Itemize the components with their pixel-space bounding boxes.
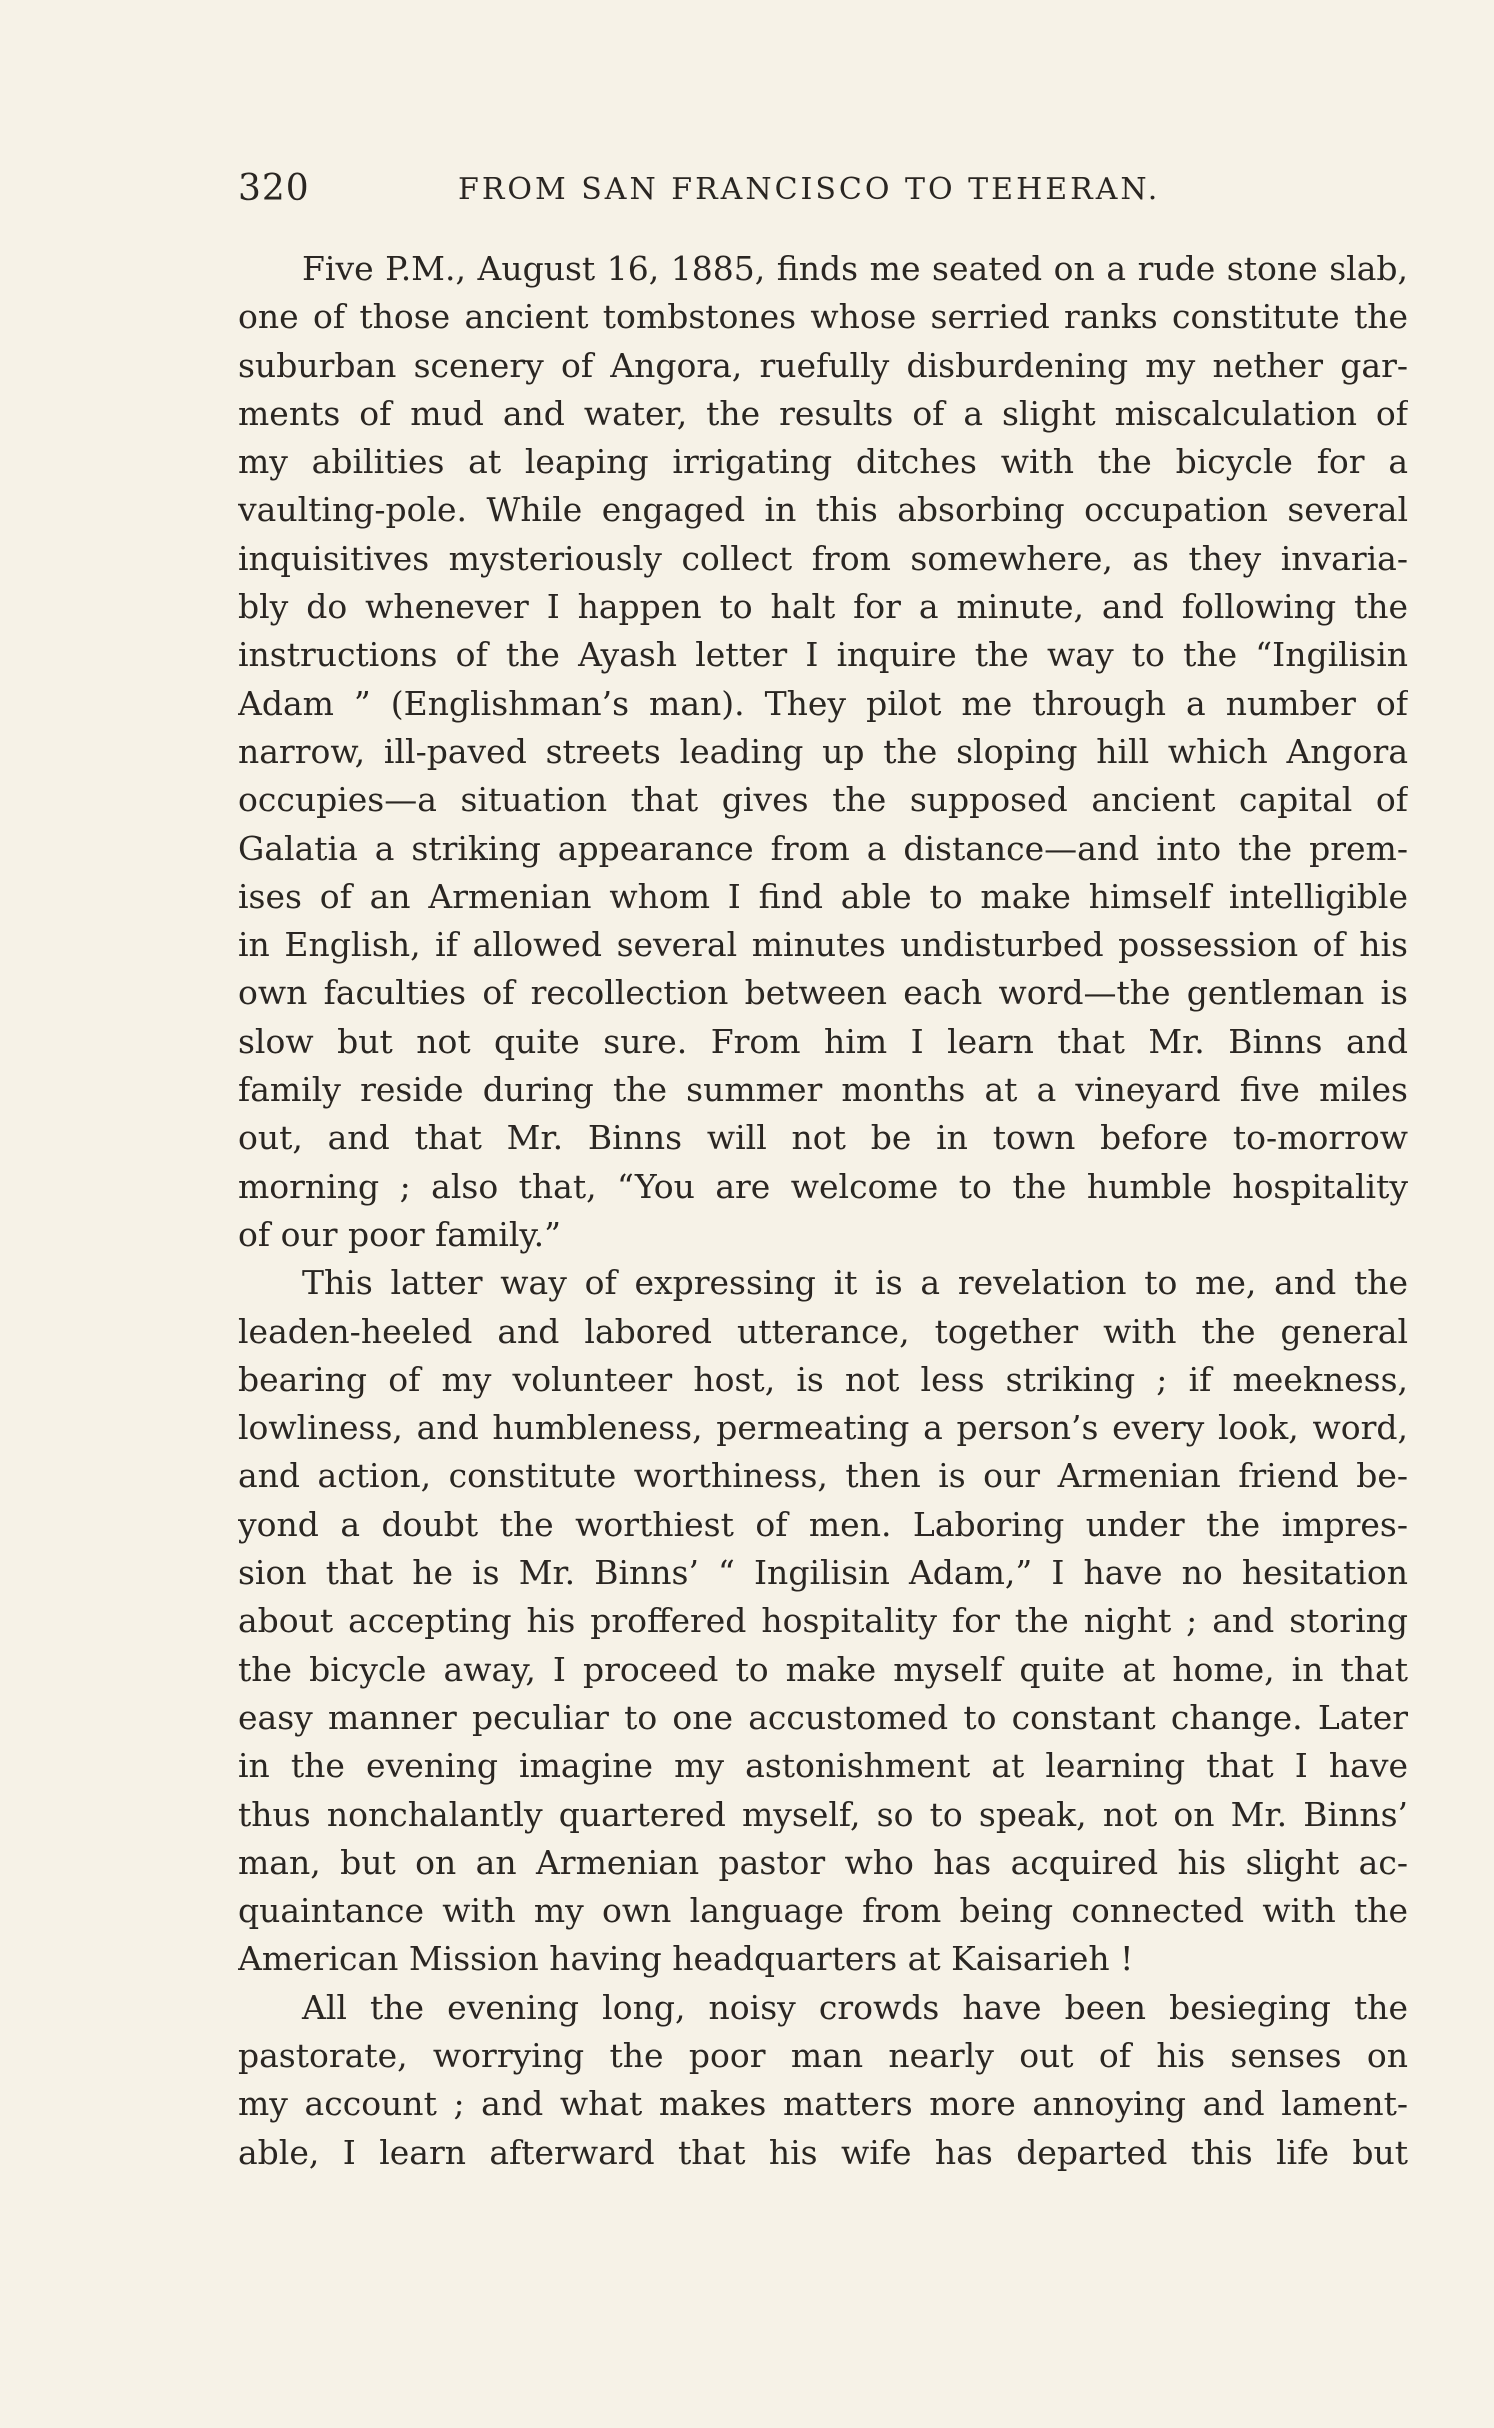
- text-line: and action, constitute worthiness, then is our Armenian friend be-: [238, 1456, 1408, 1496]
- text-line: easy manner peculiar to one accustomed to constant change. Later: [238, 1697, 1408, 1737]
- text-line: one of those ancient tombstones whose serried ranks constitute the: [238, 297, 1408, 337]
- text-line: yond a doubt the worthiest of men. Laboring under the impres-: [238, 1504, 1408, 1544]
- text-line: the bicycle away, I proceed to make myself quite at home, in that: [238, 1649, 1408, 1689]
- text-line: leaden-heeled and labored utterance, together with the general: [238, 1311, 1408, 1351]
- running-title: FROM SAN FRANCISCO TO TEHERAN.: [458, 172, 1161, 207]
- text-line: in English, if allowed several minutes undisturbed possession of his: [238, 925, 1408, 965]
- text-line: ises of an Armenian whom I find able to make himself intelligible: [238, 876, 1408, 916]
- text-line: Galatia a striking appearance from a distance—and into the prem-: [238, 828, 1408, 868]
- text-line: instructions of the Ayash letter I inquire the way to the “Ingilisin: [238, 635, 1408, 675]
- text-line: This latter way of expressing it is a revelation to me, and the: [302, 1263, 1408, 1303]
- text-line: thus nonchalantly quartered myself, so to speak, not on Mr. Binns’: [238, 1794, 1408, 1834]
- text-line: out, and that Mr. Binns will not be in town before to-morrow: [238, 1118, 1408, 1158]
- text-line: All the evening long, noisy crowds have been besieging the: [302, 1987, 1408, 2027]
- text-line: my account ; and what makes matters more annoying and lament-: [238, 2084, 1408, 2124]
- text-line: ments of mud and water, the results of a slight miscalculation of: [238, 393, 1408, 433]
- running-head: [238, 168, 1248, 212]
- text-line: narrow, ill-paved streets leading up the sloping hill which Angora: [238, 731, 1408, 771]
- text-line: own faculties of recollection between each word—the gentleman is: [238, 973, 1408, 1013]
- page-number: 320: [238, 168, 310, 209]
- text-line: in the evening imagine my astonishment at learning that I have: [238, 1746, 1408, 1786]
- text-line: pastorate, worrying the poor man nearly out of his senses on: [238, 2035, 1408, 2075]
- text-line: of our poor family.”: [238, 1214, 561, 1254]
- text-line: able, I learn afterward that his wife has departed this life but: [238, 2132, 1408, 2172]
- text-line: lowliness, and humbleness, permeating a person’s every look, word,: [238, 1408, 1408, 1448]
- body-text: [238, 245, 1408, 2177]
- text-line: vaulting-pole. While engaged in this absorbing occupation several: [238, 490, 1408, 530]
- text-line: slow but not quite sure. From him I learn that Mr. Binns and: [238, 1021, 1408, 1061]
- text-line: inquisitives mysteriously collect from somewhere, as they invaria-: [238, 538, 1408, 578]
- text-line: sion that he is Mr. Binns’ “ Ingilisin Adam,” I have no hesitation: [238, 1553, 1408, 1593]
- text-line: morning ; also that, “You are welcome to the humble hospitality: [238, 1166, 1408, 1206]
- text-line: American Mission having headquarters at Kaisarieh !: [238, 1939, 1134, 1979]
- text-line: Adam ” (Englishman’s man). They pilot me through a number of: [238, 683, 1408, 723]
- text-line: quaintance with my own language from being connected with the: [238, 1891, 1408, 1931]
- text-line: suburban scenery of Angora, ruefully disburdening my nether gar-: [238, 345, 1408, 385]
- text-line: about accepting his proffered hospitality for the night ; and storing: [238, 1601, 1408, 1641]
- text-line: Five P.M., August 16, 1885, finds me seated on a rude stone slab,: [302, 249, 1408, 288]
- text-line: bearing of my volunteer host, is not less striking ; if meekness,: [238, 1359, 1408, 1399]
- text-line: family reside during the summer months at a vineyard five miles: [238, 1070, 1408, 1110]
- text-line: bly do whenever I happen to halt for a minute, and following the: [238, 587, 1408, 627]
- text-line: man, but on an Armenian pastor who has acquired his slight ac-: [238, 1842, 1408, 1882]
- text-line: my abilities at leaping irrigating ditches with the bicycle for a: [238, 442, 1408, 482]
- text-line: occupies—a situation that gives the supposed ancient capital of: [238, 780, 1408, 820]
